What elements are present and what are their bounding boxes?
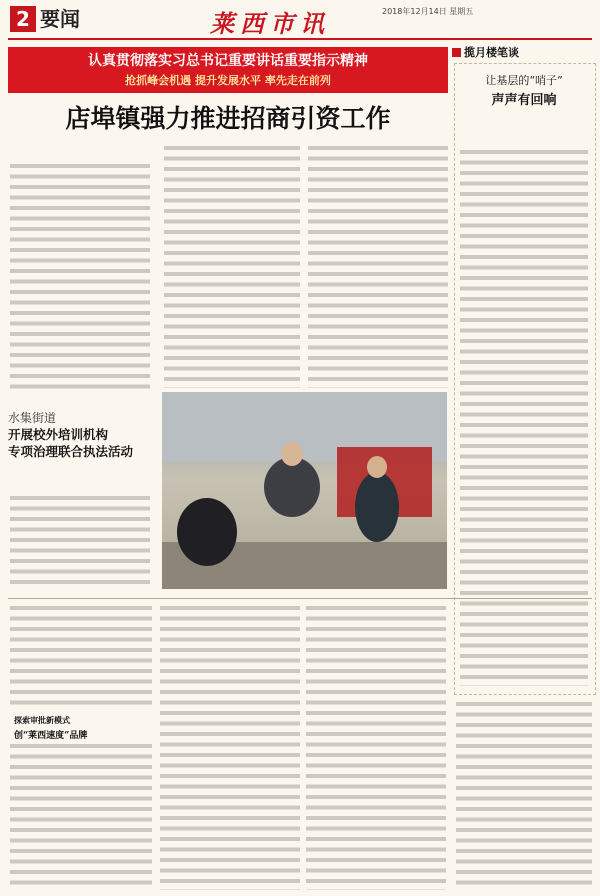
bottom-text-lines [10,744,152,890]
lead-column-3 [308,146,448,388]
secondary-kicker: 水集街道 [8,411,57,425]
sidebar-column-label [452,44,519,60]
bottom-title: 创“莱西速度”品牌 [14,731,88,741]
news-photo [162,392,447,589]
issue-date: 2018年12月14日 星期五 [382,7,474,16]
sidebar-essay-title-line-2: 声声有回响 [491,93,557,108]
sidebar-essay-title-line-1: 让基层的“哨子” [485,74,563,87]
section-title: 要闻 [40,7,80,31]
lead-column-2 [164,146,300,388]
lead-text-lines [10,164,150,390]
banner-line-1: 认真贯彻落实习总书记重要讲话重要指示精神 [88,53,368,69]
bottom-text-lines [160,606,300,890]
page-number: 2 [10,6,36,32]
lead-text-lines [164,146,300,388]
lead-column-1 [10,164,150,390]
bottom-text-lines [10,606,152,710]
masthead-rule [8,38,592,40]
bottom-column-2 [160,606,300,890]
sidebar-label-text: 揽月楼笔谈 [464,46,519,59]
bottom-column-3 [306,606,446,890]
paper-name: 莱西市讯 [210,9,330,38]
person-head [281,442,303,466]
bottom-kicker: 探索审批新模式 [14,715,70,725]
banner-line-2: 抢抓峰会机遇 提升发展水平 率先走在前列 [125,74,331,87]
person-seated [177,498,237,566]
secondary-headline [8,410,150,460]
square-bullet-icon [452,48,461,57]
sidebar-body [460,150,588,686]
secondary-title-line-1: 开展校外培训机构 [8,427,109,442]
bottom-text-lines [456,702,592,890]
secondary-text-lines [10,496,150,590]
bottom-text-lines [306,606,446,890]
bottom-column-4 [456,702,592,890]
person-officer [355,472,399,542]
section-divider [8,598,592,599]
banner [8,47,448,93]
person-head [367,456,387,478]
secondary-title-line-2: 专项治理联合执法活动 [8,444,134,459]
bottom-column-1 [10,606,152,710]
bottom-column-1b [10,744,152,890]
secondary-body [10,496,150,590]
photo-illustration [162,392,447,589]
lead-text-lines [308,146,448,388]
sidebar-text-lines [460,150,588,686]
masthead [0,0,600,40]
lead-headline: 店埠镇强力推进招商引资工作 [65,104,391,133]
